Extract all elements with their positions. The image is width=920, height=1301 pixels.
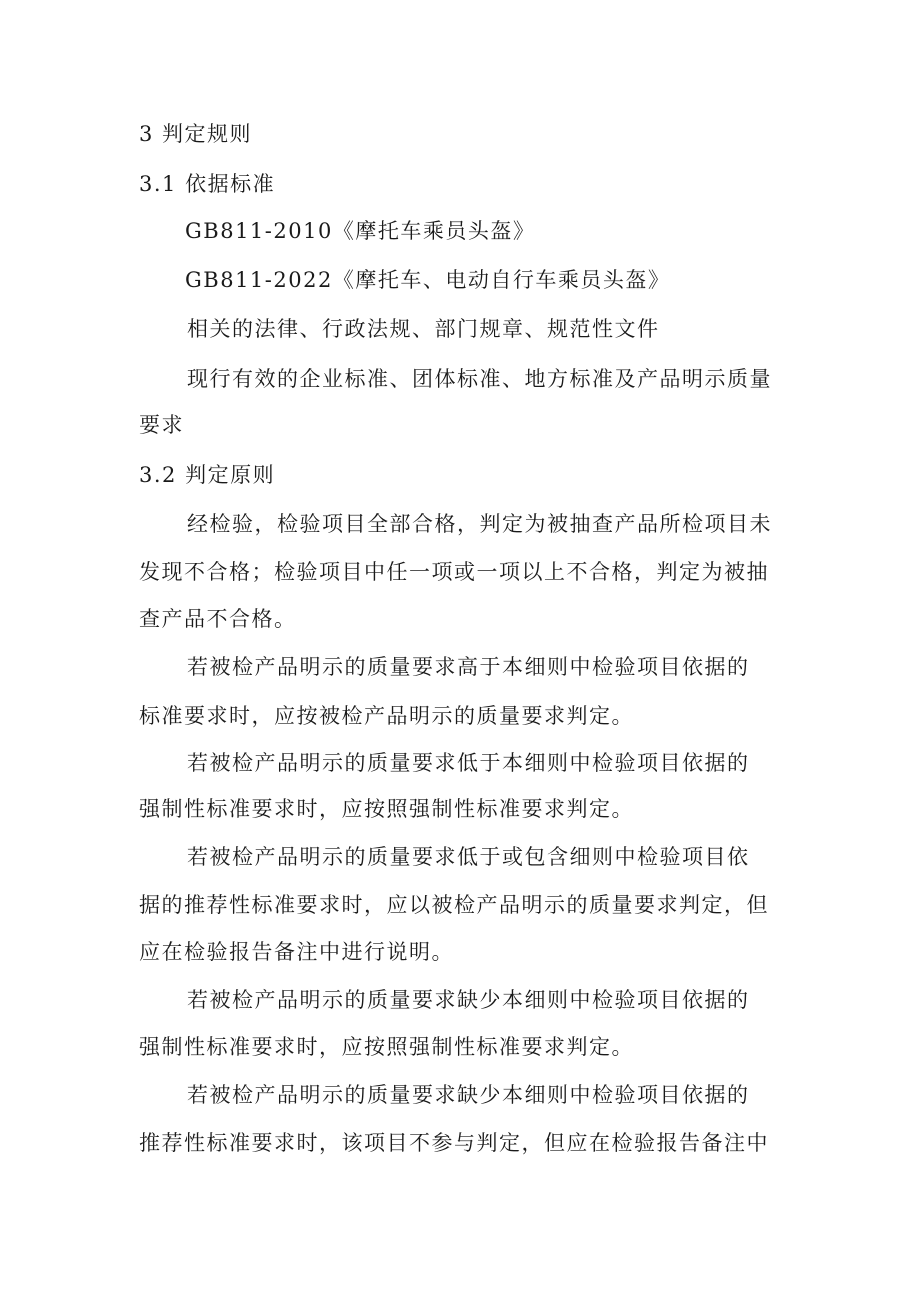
paragraph-line: 若被检产品明示的质量要求缺少本细则中检验项目依据的 [187,1083,750,1107]
standard-item: GB811-2022《摩托车、电动自行车乘员头盔》 [185,268,671,292]
paragraph-line: 若被检产品明示的质量要求低于本细则中检验项目依据的 [187,751,750,775]
paragraph-line: 强制性标准要求时，应按照强制性标准要求判定。 [139,797,634,821]
section-3-1-heading: 3.1 依据标准 [139,172,276,196]
paragraph-line: 发现不合格；检验项目中任一项或一项以上不合格，判定为被抽 [139,560,769,584]
section-3-2-heading: 3.2 判定原则 [139,463,276,487]
paragraph-line: 强制性标准要求时，应按照强制性标准要求判定。 [139,1035,634,1059]
paragraph-line: 据的推荐性标准要求时，应以被检产品明示的质量要求判定，但 [139,893,769,917]
paragraph-line: 若被检产品明示的质量要求缺少本细则中检验项目依据的 [187,988,750,1012]
paragraph-line: 标准要求时，应按被检产品明示的质量要求判定。 [139,704,634,728]
paragraph-line: 现行有效的企业标准、团体标准、地方标准及产品明示质量 [187,367,772,391]
paragraph-line: 查产品不合格。 [139,607,297,631]
paragraph-line: 应在检验报告备注中进行说明。 [139,940,454,964]
paragraph-line: 推荐性标准要求时，该项目不参与判定，但应在检验报告备注中 [139,1131,769,1155]
standard-item: 相关的法律、行政法规、部门规章、规范性文件 [187,317,660,341]
standard-item: GB811-2010《摩托车乘员头盔》 [185,219,536,243]
paragraph-line: 若被检产品明示的质量要求低于或包含细则中检验项目依 [187,845,750,869]
paragraph-line: 若被检产品明示的质量要求高于本细则中检验项目依据的 [187,655,750,679]
section-3-heading: 3 判定规则 [139,122,253,146]
paragraph-line: 经检验，检验项目全部合格，判定为被抽查产品所检项目未 [187,512,772,536]
paragraph-line: 要求 [139,413,184,437]
